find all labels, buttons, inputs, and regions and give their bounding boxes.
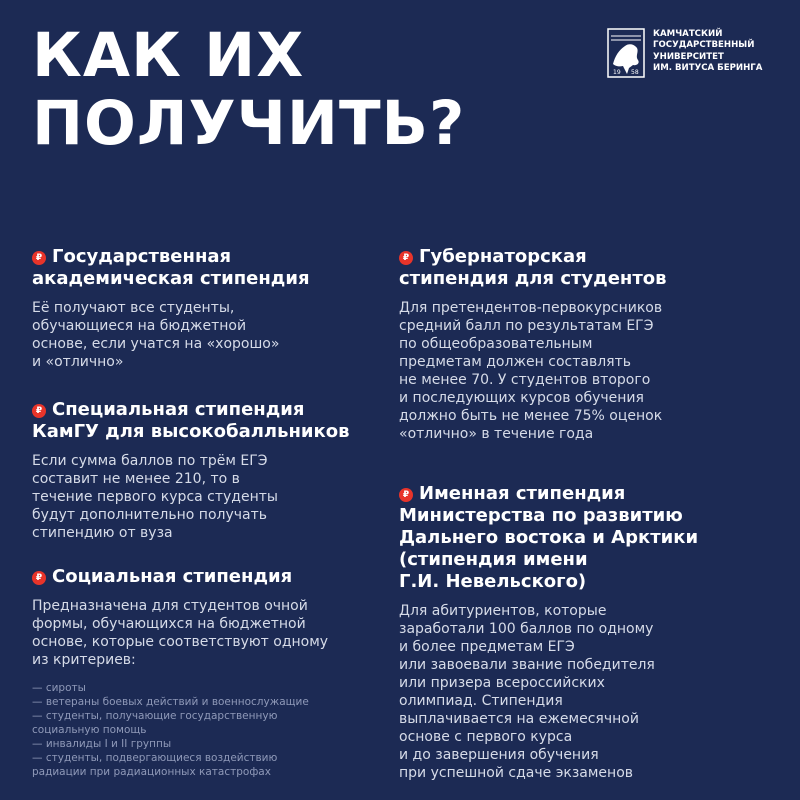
scholarship-title: ₽ Социальная стипендия [32, 566, 377, 588]
criteria-list [32, 681, 377, 779]
ruble-icon: ₽ [32, 571, 46, 585]
scholarship-title: ₽ Губернаторская стипендия для студентов [399, 246, 667, 289]
university-name-line: КАМЧАТСКИЙ [653, 29, 723, 39]
university-name-line: УНИВЕРСИТЕТ [653, 51, 724, 62]
ruble-icon: ₽ [32, 251, 46, 265]
scholarship-title: ₽ Именная стипендия Министерства по развитию Дальнего востока и Арктики (стипендия имени Г.И. Невельского) [399, 483, 699, 592]
ruble-icon: ₽ [399, 251, 413, 265]
page-title-line-1: КАК ИХ [32, 20, 305, 91]
scholarship-title: ₽ Специальная стипендия КамГУ для высокобалльников [32, 399, 350, 442]
criteria-item: — сироты [32, 682, 86, 694]
scholarship-description: Предназначена для студентов очной формы, обучающихся на бюджетной основе, которые соответствуют одному из критериев: [32, 598, 329, 668]
criteria-item: — студенты, подвергающиеся воздействию [32, 752, 278, 764]
university-name-line: ИМ. ВИТУСА БЕРИНГА [653, 62, 763, 73]
ruble-icon: ₽ [32, 404, 46, 418]
scholarship-kamgu-high-score [32, 399, 377, 542]
scholarship-description: Для претендентов-первокурсников средний балл по результатам ЕГЭ по общеобразовательным предметам должен составлять не менее 70. У студентов второго и последующих курсов обучения должно быть не менее 75% оценок «отлично» в течение года [399, 300, 663, 442]
criteria-item: — инвалиды I и II группы [32, 738, 172, 750]
scholarship-description: Её получают все студенты, обучающиеся на бюджетной основе, если учатся на «хорошо» и «отлично» [32, 300, 280, 370]
criteria-item: — ветераны боевых действий и военнослужащие [32, 696, 309, 708]
university-emblem-icon [607, 28, 645, 78]
scholarship-title: ₽ Государственная академическая стипендия [32, 246, 310, 289]
university-logo [607, 28, 787, 84]
scholarship-nevelskoy [399, 483, 769, 782]
logo-year-left: 19 [613, 69, 621, 76]
scholarship-social [32, 566, 377, 779]
logo-year-right: 58 [631, 69, 639, 76]
scholarship-state-academic [32, 246, 377, 371]
university-name [653, 29, 793, 74]
ruble-icon: ₽ [399, 488, 413, 502]
university-name-line: ГОСУДАРСТВЕННЫЙ [653, 40, 755, 51]
criteria-item: социальную помощь [32, 724, 147, 736]
criteria-item: — студенты, получающие государственную [32, 710, 278, 722]
scholarship-description: Если сумма баллов по трём ЕГЭ составит не менее 210, то в течение первого курса студенты будут дополнительно получать стипендию от вуза [32, 453, 278, 541]
page-title [32, 22, 552, 158]
criteria-item: радиации при радиационных катастрофах [32, 766, 271, 778]
page-title-line-2: ПОЛУЧИТЬ? [32, 88, 466, 159]
scholarship-description: Для абитуриентов, которые заработали 100 баллов по одному и более предметам ЕГЭ или завоевали звание победителя или призера всероссийских олимпиад. Стипендия выплачивается на ежемесячной основе с первого курса и до завершения обучения при успешной сдаче экзаменов [399, 603, 655, 781]
scholarship-governor [399, 246, 769, 443]
